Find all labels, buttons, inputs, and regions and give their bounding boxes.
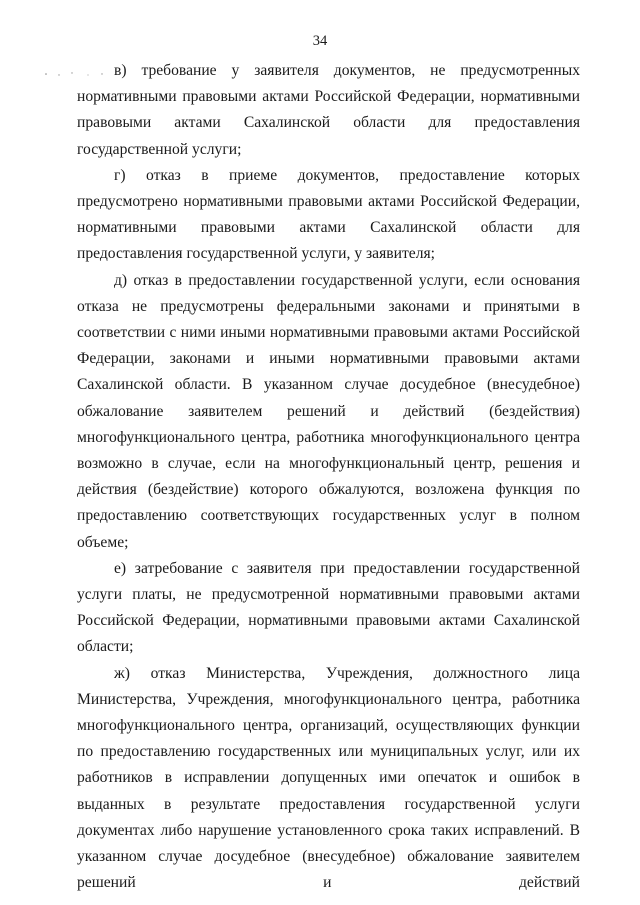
document-body	[77, 58, 580, 897]
paragraph-g: г) отказ в приеме документов, предоставление которых предусмотрено нормативными правовыми актами Российской Федерации, нормативными правовыми актами Сахалинской области для предоставления государственной услуги, у заявителя;	[77, 166, 580, 263]
paragraph-d: д) отказ в предоставлении государственной услуги, если основания отказа не предусмотрены федеральными законами и принятыми в соответствии с ними иными нормативными правовыми актами Российской Федерации, законами и иными нормативными правовыми актами Сахалинской области. В указанном случае досудебное (внесудебное) обжалование заявителем решений и действий (бездействия) многофункционального центра, работника многофункционального центра возможно в случае, если на многофункциональный центр, решения и действия (бездействие) которого обжалуются, возложена функция по предоставлению соответствующих государственных услуг в полном объеме;	[77, 271, 580, 551]
paragraph-e: е) затребование с заявителя при предоставлении государственной услуги платы, не предусмотренной нормативными правовыми актами Российской Федерации, нормативными правовыми актами Сахалинской области;	[77, 559, 580, 656]
paragraph-v: в) требование у заявителя документов, не предусмотренных нормативными правовыми актами Российской Федерации, нормативными правовыми актами Сахалинской области для предоставления государственной услуги;	[77, 62, 580, 158]
paragraph-zh: ж) отказ Министерства, Учреждения, должностного лица Министерства, Учреждения, многофункционального центра, работника многофункционального центра, организаций, осуществляющих функции по предоставлению государственных или муниципальных услуг, или их работников в исправлении допущенных ими опечаток и ошибок в выданных в результате предоставления государственной услуги документах либо нарушение установленного срока таких исправлений. В указанном случае досудебное (внесудебное) обжалование заявителем решений и действий	[77, 664, 580, 892]
page-number: 34	[312, 33, 328, 49]
